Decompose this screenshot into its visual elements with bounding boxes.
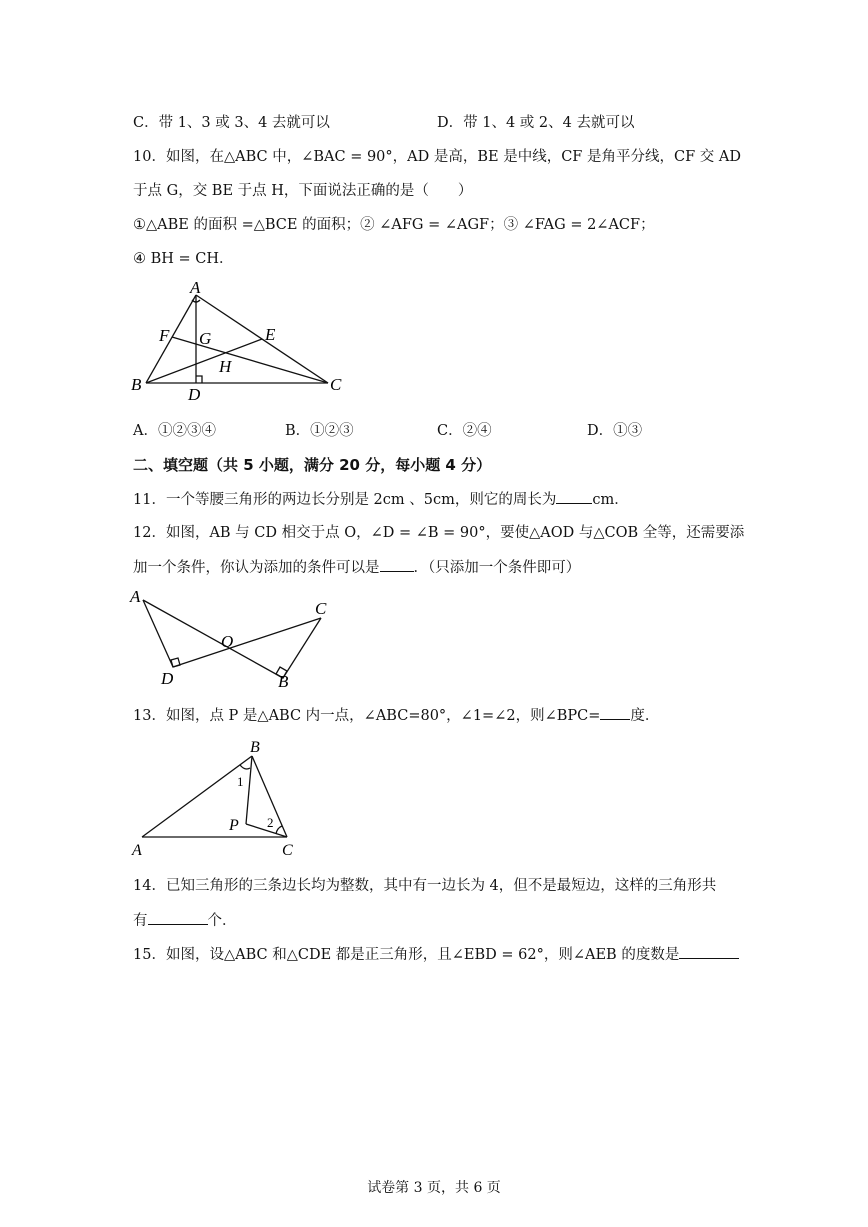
q14-line2-before: 有 [133, 913, 148, 929]
q13-label-a: A [132, 842, 142, 859]
q12-segment-ad [143, 600, 173, 667]
q14-line1: 14．已知三角形的三条边长均为整数，其中有一边长为 4，但不是最短边，这样的三角形共 [133, 878, 717, 894]
q12-label-a: A [130, 587, 141, 606]
q10-side-ab [146, 295, 196, 383]
q12-line2-before: 加一个条件，你认为添加的条件可以是 [133, 560, 380, 576]
q12-blank [380, 557, 414, 572]
q13-blank [600, 705, 630, 720]
q10-line1-tri: △ABC [223, 149, 268, 165]
q10-label-g: G [199, 329, 212, 348]
q13-angle-mark-1 [240, 765, 250, 769]
q10-label-e: E [265, 325, 276, 344]
q12-segment-dc [173, 618, 321, 667]
q12-line2-after: ．（只添加一个条件即可） [413, 560, 581, 576]
q13-label-1: 1 [237, 774, 244, 789]
option-c-prev: C．带 1、3 或 3、4 去就可以 [133, 115, 330, 131]
q13-text-before: 13．如图，点 P 是△ABC 内一点，∠ABC=80°，∠1=∠2，则∠BPC= [133, 708, 601, 724]
q12-segment-ab [143, 600, 283, 678]
q15-text: 15．如图，设△ABC 和△CDE 都是正三角形，且∠EBD = 62°，则∠AEB 的度数是 [133, 947, 680, 963]
page-footer: 试卷第 3 页，共 6 页 [367, 1180, 501, 1196]
q15-blank [679, 944, 739, 959]
q11 [133, 489, 629, 510]
q10-line1-mid: 中，∠BAC = 90°，AD 是高，BE 是中线，CF 是角平分线，CF 交 AD [267, 149, 741, 165]
q13-label-2: 2 [267, 815, 274, 830]
q10-line3: ①△ABE 的面积 =△BCE 的面积；② ∠AFG = ∠AGF；③ ∠FAG = 2∠ACF； [133, 217, 655, 233]
q10-option-b: B．①②③ [285, 423, 354, 439]
q12-figure [125, 587, 345, 691]
q10-line1 [133, 147, 741, 167]
q10-label-d: D [188, 385, 201, 404]
q13-figure [128, 738, 308, 863]
q11-blank [556, 489, 592, 504]
q12-label-b: B [278, 672, 289, 691]
q13-label-b: B [250, 739, 260, 756]
q15 [133, 944, 739, 965]
q13-segment-bp [246, 756, 252, 824]
q13-angle-mark-2 [276, 826, 282, 834]
q13-label-c: C [282, 842, 293, 859]
q10-line1-prefix: 10．如图，在 [133, 149, 224, 165]
section-title: 二、填空题（共 5 小题，满分 20 分，每小题 4 分） [133, 456, 492, 474]
q12-label-c: C [315, 599, 327, 618]
q13 [133, 705, 659, 726]
q10-label-b: B [131, 375, 142, 394]
q10-option-c: C．②④ [437, 423, 492, 439]
q13-text-after: 度． [630, 708, 660, 724]
q11-text-after: cm． [592, 492, 629, 508]
q11-text-before: 11．一个等腰三角形的两边长分别是 2cm 、5cm，则它的周长为 [133, 492, 557, 508]
q10-label-c: C [330, 375, 342, 394]
q12-label-o: O [221, 632, 234, 651]
q12-label-d: D [161, 669, 174, 688]
q10-option-d: D．①③ [587, 423, 643, 439]
q10-line2: 于点 G，交 BE 于点 H，下面说法正确的是（ ） [133, 183, 473, 199]
q10-label-f: F [159, 326, 170, 345]
q14-blank [148, 910, 208, 925]
q14-line2-after: 个． [207, 913, 237, 929]
q10-label-h: H [219, 357, 232, 376]
q10-option-a: A．①②③④ [133, 423, 216, 439]
q10-figure [128, 280, 358, 405]
q10-line4: ④ BH = CH． [133, 251, 234, 267]
q13-label-p: P [229, 817, 239, 834]
q10-right-angle-mark [196, 376, 202, 383]
q12-line1: 12．如图，AB 与 CD 相交于点 O，∠D = ∠B = 90°，要使△AOD 与△COB 全等，还需要添 [133, 525, 745, 541]
q14-line2 [133, 910, 237, 931]
q12-line2 [133, 557, 580, 578]
q12-right-angle-d [171, 658, 180, 667]
q12-segment-cb [283, 618, 321, 678]
option-d-prev: D．带 1、4 或 2、4 去就可以 [437, 115, 635, 131]
q10-label-a: A [190, 278, 201, 297]
